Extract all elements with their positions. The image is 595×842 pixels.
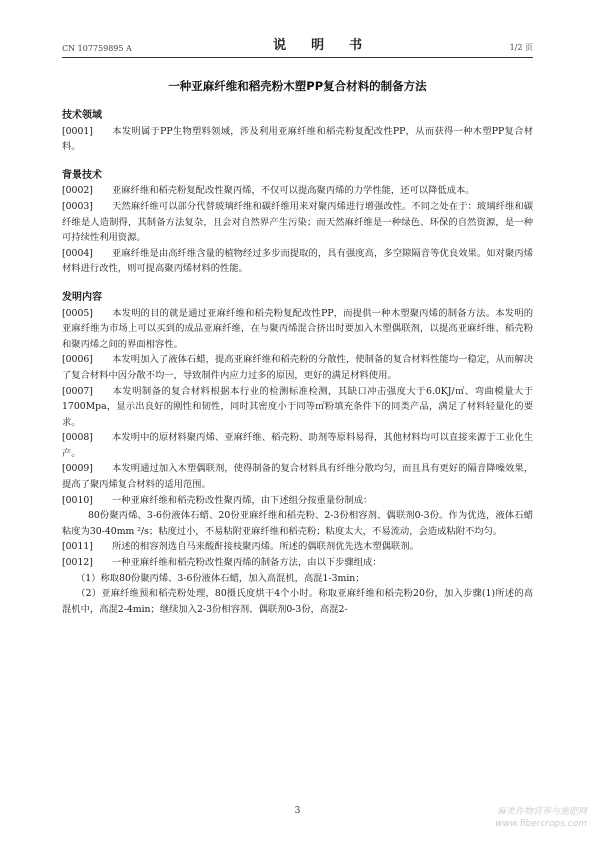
paragraph-0002 bbox=[62, 183, 533, 199]
paragraph-number: [0010] bbox=[62, 494, 93, 506]
paragraph-number: [0003] bbox=[62, 200, 93, 212]
paragraph-0006 bbox=[62, 352, 533, 383]
paragraph-number: [0002] bbox=[62, 185, 93, 197]
page-number: 3 bbox=[294, 806, 301, 816]
paragraph-text: 本发明通过加入木塑偶联剂，使得制备的复合材料具有纤维分散均匀，而且具有更好的隔音降噪效果，提高了聚丙烯复合材料的适用范围。 bbox=[62, 463, 533, 491]
paragraph-0004 bbox=[62, 246, 533, 277]
document-type: 说 明 书 bbox=[273, 38, 369, 53]
patent-number: CN 107759895 A bbox=[62, 44, 132, 53]
section-heading-invention: 发明内容 bbox=[62, 291, 102, 303]
paragraph-text: 亚麻纤维和稻壳粉复配改性聚丙烯，不仅可以提高聚丙烯的力学性能，还可以降低成本。 bbox=[112, 185, 475, 197]
paragraph-number: [0004] bbox=[62, 247, 93, 259]
page-indicator: 1/2 页 bbox=[509, 43, 533, 52]
paragraph-0007 bbox=[62, 384, 533, 431]
paragraph-text: 本发明制备的复合材料根据本行业的检测标准检测，其缺口冲击强度大于6.0KJ/㎡、弯曲模量大于1700Mpa，显示出良好的刚性和韧性，同时其密度小于同等㎡粉填充条件下的同类产品，满足了材料轻量化的要求。 bbox=[62, 385, 533, 428]
paragraph-text: 本发明中的原材料聚丙烯、亚麻纤维、稻壳粉、助剂等原料易得，其他材料均可以直接来源于工业化生产。 bbox=[62, 432, 533, 459]
paragraph-text: 本发明的目的就是通过亚麻纤维和稻壳粉复配改性PP，而提供一种木塑聚丙烯的制备方法。本发明的亚麻纤维为市场上可以买到的成品亚麻纤维，在与聚丙烯混合挤出时要加入木塑偶联剂，以提高亚麻纤维、稻壳粉和聚丙烯之间的界面相容性。 bbox=[62, 307, 533, 350]
paragraph-text: 所述的相容剂选自马来酸酐接枝聚丙烯。所述的偶联剂优先选木塑偶联剂。 bbox=[112, 541, 419, 553]
paragraph-number: [0011] bbox=[62, 541, 93, 553]
paragraph-text: 亚麻纤维是由高纤维含量的植物经过多步而提取的，具有强度高，多空隙隔音等优良效果。如对聚丙烯材料进行改性，则可提高聚丙烯材料的性能。 bbox=[62, 247, 533, 275]
paragraph-text: 天然麻纤维可以部分代替玻璃纤维和碳纤维用来对聚丙烯进行增强改性。不同之处在于：玻璃纤维和碳纤维是人造制得，其制备方法复杂，且会对自然界产生污染；而天然麻纤维是一种绿色、环保的自然资源，是一种可持续性利用资源。 bbox=[62, 200, 533, 244]
document-title: 一种亚麻纤维和稻壳粉木塑PP复合材料的制备方法 bbox=[168, 79, 427, 93]
page-header bbox=[62, 36, 533, 58]
paragraph-number: [0005] bbox=[62, 307, 93, 319]
paragraph-0009 bbox=[62, 461, 533, 492]
paragraph-0012-step-1 bbox=[62, 571, 533, 587]
paragraph-number: [0009] bbox=[62, 463, 93, 475]
paragraph-text: 本发明加入了液体石蜡，提高亚麻纤维和稻壳粉的分散性，使制备的复合材料性能均一稳定，从而解决了复合材料中因分散不均一，导致制件内应力过多的原因，更好的满足材料使用。 bbox=[62, 354, 533, 381]
step-text: （2）亚麻纤维预和稻壳粉处理，80摄氏度烘干4个小时。称取亚麻纤维和稻壳粉20份，加入步骤(1)所述的高混机中，高混2-4min；继续加入2-3份相容剂、偶联剂0-3份，高混2- bbox=[62, 588, 533, 615]
watermark-line-2: www.fibercrops.com bbox=[495, 819, 587, 829]
step-text: （1）称取80份聚丙烯、3-6份液体石蜡，加入高混机，高混1-3min； bbox=[76, 572, 365, 584]
document-body bbox=[62, 108, 533, 617]
paragraph-0010-continuation bbox=[62, 508, 533, 539]
section-heading-background: 背景技术 bbox=[62, 169, 102, 181]
paragraph-text: 一种亚麻纤维和稻壳粉改性聚丙烯的制备方法，由以下步骤组成： bbox=[112, 557, 382, 569]
paragraph-0011 bbox=[62, 539, 533, 555]
paragraph-number: [0012] bbox=[62, 557, 93, 569]
paragraph-0012-step-2 bbox=[62, 586, 533, 617]
paragraph-number: [0007] bbox=[62, 385, 93, 397]
paragraph-text: 80份聚丙烯、3-6份液体石蜡、20份亚麻纤维和稻壳粉、2-3份相容剂、偶联剂0-3份。作为优选，液体石蜡粘度为30-40mm ²/s；粘度过小，不易粘附亚麻纤维和稻壳粉；粘度太大，不易流动，会造成粘附不均匀。 bbox=[62, 510, 533, 537]
paragraph-0008 bbox=[62, 430, 533, 461]
paragraph-number: [0008] bbox=[62, 432, 93, 444]
paragraph-0005 bbox=[62, 306, 533, 353]
paragraph-text: 本发明属于PP生物塑料领域，涉及利用亚麻纤维和稻壳粉复配改性PP，从而获得一种木塑PP复合材料。 bbox=[62, 125, 533, 153]
paragraph-0001 bbox=[62, 124, 533, 155]
paragraph-0010 bbox=[62, 493, 533, 509]
paragraph-text: 一种亚麻纤维和稻壳粉改性聚丙烯，由下述组分按重量份制成： bbox=[112, 494, 373, 506]
paragraph-0012 bbox=[62, 555, 533, 571]
section-heading-tech-field: 技术领域 bbox=[62, 110, 102, 121]
paragraph-number: [0001] bbox=[62, 125, 93, 137]
paragraph-number: [0006] bbox=[62, 354, 93, 366]
watermark-line-1: 麻类作物营养与施肥网 bbox=[496, 807, 587, 817]
watermark bbox=[495, 806, 587, 830]
paragraph-0003 bbox=[62, 199, 533, 246]
